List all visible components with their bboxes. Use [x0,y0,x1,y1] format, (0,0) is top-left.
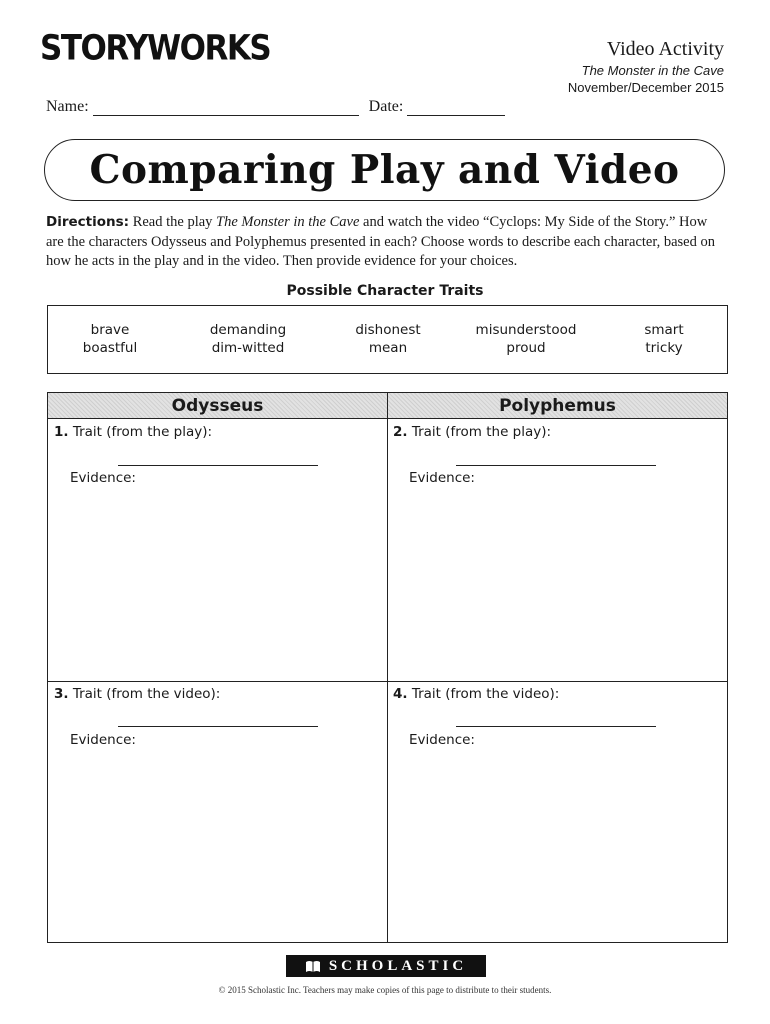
cell-2-answer-line[interactable] [456,465,656,466]
directions-text-end: and watch the video “Cyclops: My Side of the Story.” How are the characters Odysseus and Polyphemus presented in each? Choose words to describe each character, based on how he acts in the play and in the video. Then provide evidence for your choices. [46,214,715,269]
date-field[interactable] [407,99,505,116]
publisher-name: SCHOLASTIC [328,957,468,974]
trait-word: proud [506,340,546,356]
cell-4-answer-line[interactable] [456,726,656,727]
activity-type: Video Activity [606,38,724,60]
comparison-chart [47,392,728,943]
column-divider [387,393,388,942]
trait-word: demanding [209,322,287,338]
page-title: Comparing Play and Video [89,147,680,193]
date-label: Date: [368,98,404,115]
activity-info [568,36,724,96]
open-book-icon [305,960,321,972]
directions [46,213,728,272]
trait-word: misunderstood [475,322,577,338]
trait-word: dim-witted [211,340,285,356]
name-date-row [46,98,505,116]
trait-word: tricky [645,340,683,356]
name-field[interactable] [93,99,359,116]
cell-2-label: 2. Trait (from the play): [393,424,552,440]
trait-word: brave [90,322,130,338]
traits-box [47,305,728,374]
title-banner [44,139,725,201]
cell-4-evidence: Evidence: [409,732,475,748]
cell-4-label: 4. Trait (from the video): [393,686,560,702]
cell-1-evidence: Evidence: [70,470,136,486]
cell-3-evidence: Evidence: [70,732,136,748]
cell-1-label: 1. Trait (from the play): [54,424,213,440]
directions-text-start: Read the play [132,214,217,230]
cell-2-evidence: Evidence: [409,470,475,486]
directions-label: Directions: [46,214,130,230]
trait-word: boastful [82,340,138,356]
story-title: The Monster in the Cave [581,63,724,78]
odysseus-header: Odysseus [48,393,387,419]
trait-word: dishonest [355,322,421,338]
storyworks-logo: STORYWORKS [40,28,271,69]
name-label: Name: [46,98,89,115]
copyright-notice: © 2015 Scholastic Inc. Teachers may make copies of this page to distribute to their students. [218,985,552,995]
trait-word: smart [644,322,684,338]
play-title: The Monster in the Cave [216,214,360,230]
polyphemus-header: Polyphemus [388,393,727,419]
row-divider [48,681,727,682]
issue-date: November/December 2015 [567,80,724,95]
trait-word: mean [368,340,408,356]
traits-heading: Possible Character Traits [286,283,484,299]
scholastic-logo [286,955,486,977]
cell-3-answer-line[interactable] [118,726,318,727]
cell-1-answer-line[interactable] [118,465,318,466]
cell-3-label: 3. Trait (from the video): [54,686,221,702]
